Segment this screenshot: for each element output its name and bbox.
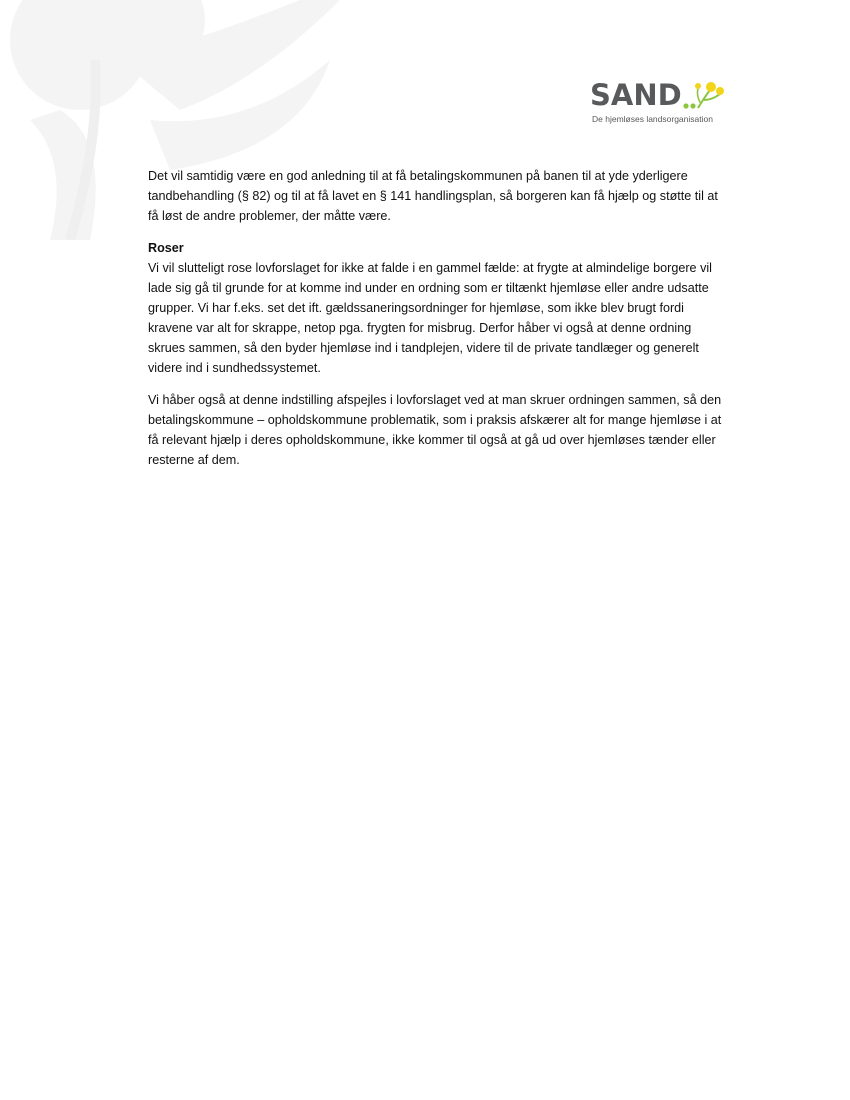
paragraph-1: Det vil samtidig være en god anledning til at få betalingskommunen på banen til at yde yderligere tandbehandling (§ 82) og til at få lavet en § 141 handlingsplan, så borgeren kan få hjælp og støtte til at få løst de andre problemer, der måtte være. (148, 169, 718, 223)
logo-subtitle: De hjemløses landsorganisation (592, 114, 713, 124)
paragraph-3: Vi håber også at denne indstilling afspejles i lovforslaget ved at man skruer ordningen sammen, så den betalingskommune – opholdskommune problematik, som i praksis afskærer alt for mange hjemløse i at få relevant hjælp i deres opholdskommune, ikke kommer til også at gå ud over hjemløses tænder eller resterne af dem. (148, 393, 722, 467)
sand-logo (590, 78, 730, 128)
section-heading: Roser (148, 241, 184, 255)
document-body (148, 166, 728, 482)
dandelion-logo-icon (682, 78, 724, 112)
paragraph-2: Vi vil slutteligt rose lovforslaget for ikke at falde i en gammel fælde: at frygte at almindelige borgere vil lade sig gå til grunde for at komme ind under en ordning som er tiltænkt hjemløse eller andre udsatte grupper. Vi har f.eks. set det ift. gældssaneringsordninger for hjemløse, som ikke blev brugt fordi kravene var alt for skrappe, netop pga. frygten for misbrug. Derfor håber vi også at denne ordning skrues sammen, så den byder hjemløse ind i tandplejen, videre til de private tandlæger og generelt videre ind i sundhedssystemet. (148, 261, 712, 375)
roser-section (148, 238, 728, 378)
logo-wordmark: SAND (590, 78, 682, 112)
